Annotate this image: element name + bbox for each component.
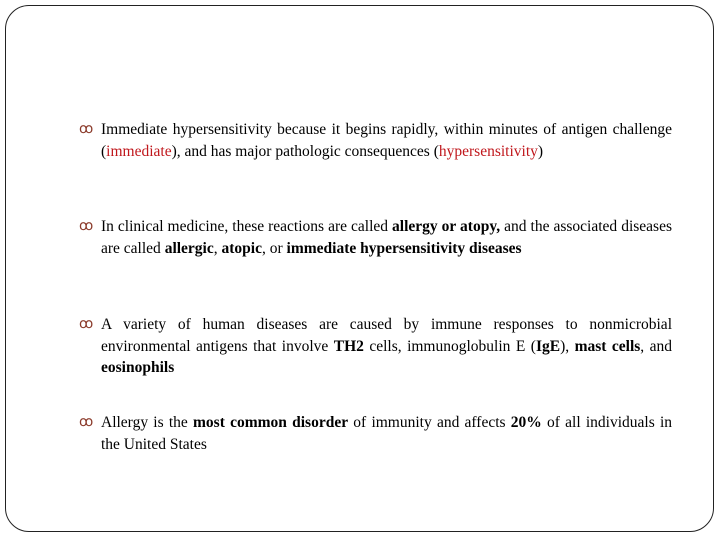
bullet-clinical-medicine: ꝏ In clinical medicine, these reactions are called allergy or atopy, and the associated diseases are called allergic, atopic, or immediate hypersensitivity diseases — [79, 218, 672, 257]
curl-bullet-icon: ꝏ — [79, 122, 94, 137]
bullet-allergy-common: ꝏ Allergy is the most common disorder of immunity and affects 20% of all individuals in the United States — [79, 414, 672, 453]
curl-bullet-icon: ꝏ — [79, 317, 94, 332]
curl-bullet-icon: ꝏ — [79, 415, 94, 430]
curl-bullet-icon: ꝏ — [79, 219, 94, 234]
bullet-immediate-hypersensitivity: ꝏ Immediate hypersensitivity because it begins rapidly, within minutes of antigen challenge (immediate), and has major pathologic consequences (hypersensitivity) — [79, 121, 672, 160]
bullet-human-diseases: ꝏ A variety of human diseases are caused by immune responses to nonmicrobial environmental antigens that involve TH2 cells, immunoglobulin E (IgE), mast cells, and eosinophils — [79, 316, 673, 376]
